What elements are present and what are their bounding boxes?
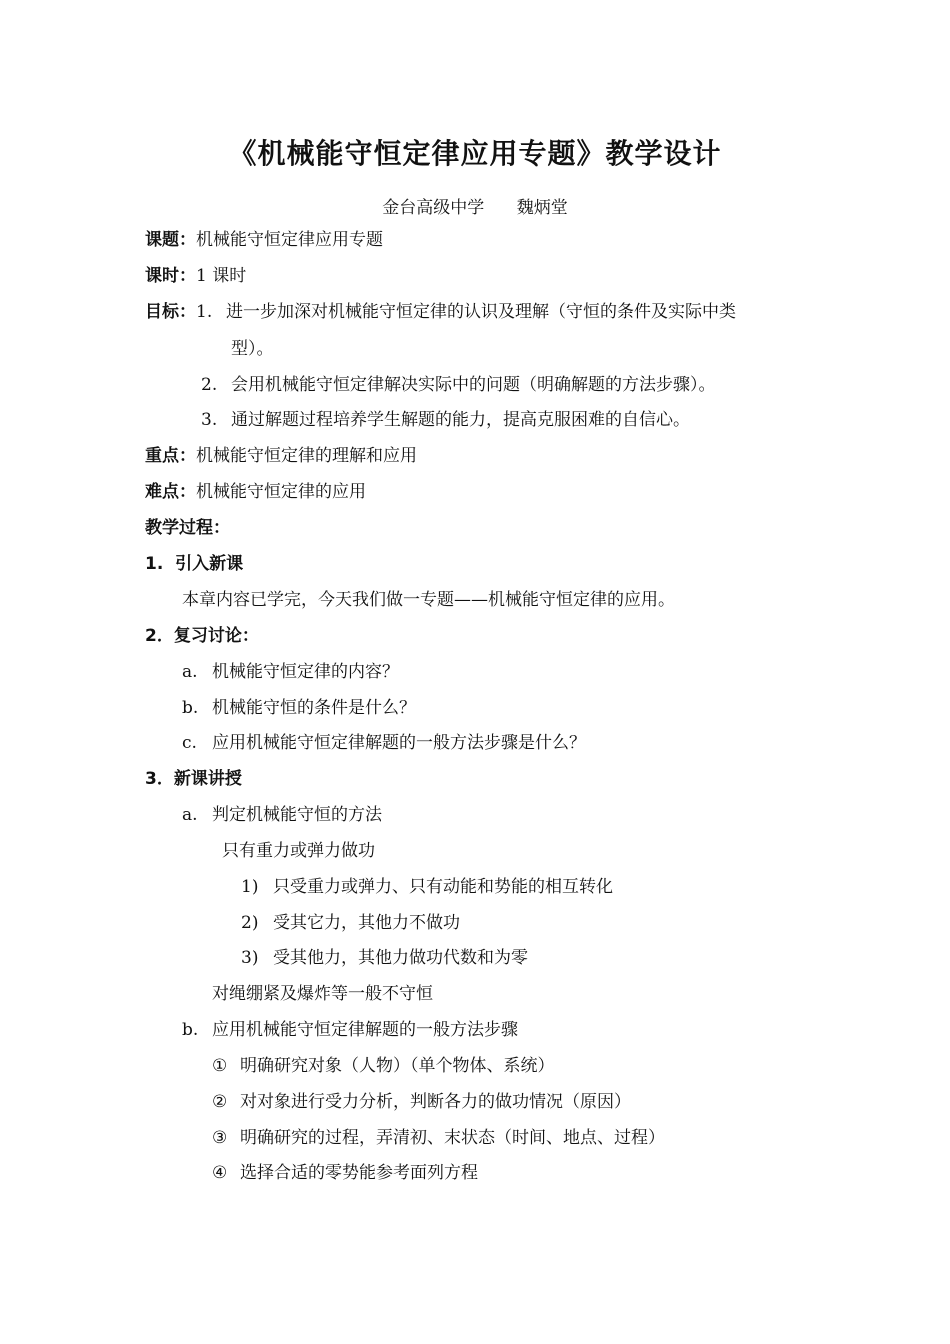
key-point-label: 重点： — [145, 446, 196, 466]
difficulty-label: 难点： — [145, 482, 196, 502]
condition-number: 2) — [241, 913, 259, 933]
item-text: 机械能守恒定律的内容？ — [212, 662, 399, 682]
step-text: 对对象进行受力分析，判断各力的做功情况（原因） — [240, 1092, 631, 1112]
part-text: 应用机械能守恒定律解题的一般方法步骤 — [212, 1020, 518, 1040]
section1-heading: 1. 引入新课 — [145, 554, 244, 574]
part-b-heading — [182, 1018, 518, 1042]
goal-number: 2. — [201, 375, 218, 395]
step-text: 明确研究的过程，弄清初、末状态（时间、地点、过程） — [240, 1128, 665, 1148]
step-text: 选择合适的零势能参考面列方程 — [240, 1163, 478, 1183]
item-text: 应用机械能守恒定律解题的一般方法步骤是什么？ — [212, 733, 586, 753]
condition-text: 只受重力或弹力、只有动能和势能的相互转化 — [273, 877, 613, 897]
condition-text: 受其它力，其他力不做功 — [273, 913, 460, 933]
goal-text: 会用机械能守恒定律解决实际中的问题（明确解题的方法步骤）。 — [231, 375, 716, 395]
condition-item — [241, 911, 460, 935]
section3-heading: 3．新课讲授 — [145, 769, 242, 789]
condition-item — [241, 875, 613, 899]
topic-value: 机械能守恒定律应用专题 — [196, 230, 383, 250]
goal-line-3 — [201, 408, 690, 432]
hours-label: 课时： — [145, 266, 196, 286]
goal-text: 进一步加深对机械能守恒定律的认识及理解（守恒的条件及实际中类 — [226, 302, 736, 322]
step-item — [212, 1161, 478, 1185]
condition-number: 3) — [241, 948, 259, 968]
step-number: ② — [212, 1092, 228, 1112]
goal-number: 1. — [196, 302, 213, 322]
difficulty-value: 机械能守恒定律的应用 — [196, 482, 366, 502]
topic-label: 课题： — [145, 230, 196, 250]
hours-value: 1 课时 — [196, 266, 247, 286]
goals-label: 目标： — [145, 302, 196, 322]
item-letter: b. — [182, 698, 199, 718]
goal-text: 通过解题过程培养学生解题的能力，提高克服困难的自信心。 — [231, 410, 690, 430]
step-number: ③ — [212, 1128, 228, 1148]
difficulty-line — [145, 480, 366, 504]
section1-text: 本章内容已学完，今天我们做一专题——机械能守恒定律的应用。 — [182, 590, 675, 610]
goal-number: 3. — [201, 410, 218, 430]
step-number: ④ — [212, 1163, 228, 1183]
goal-line-1 — [145, 300, 736, 324]
step-text: 明确研究对象（人物）（单个物体、系统） — [240, 1056, 555, 1076]
review-item — [182, 731, 586, 755]
topic-line — [145, 228, 383, 252]
page-title: 《机械能守恒定律应用专题》教学设计 — [228, 137, 722, 170]
part-a-sub: 只有重力或弹力做功 — [222, 841, 375, 861]
review-item — [182, 660, 399, 684]
step-item — [212, 1126, 665, 1150]
part-letter: a. — [182, 805, 198, 825]
part-letter: b. — [182, 1020, 199, 1040]
section2-heading: 2．复习讨论： — [145, 626, 259, 646]
step-item — [212, 1090, 631, 1114]
step-item — [212, 1054, 555, 1078]
condition-text: 受其他力，其他力做功代数和为零 — [273, 948, 528, 968]
item-text: 机械能守恒的条件是什么？ — [212, 698, 416, 718]
goal-line-2 — [201, 373, 716, 397]
step-number: ① — [212, 1056, 228, 1076]
condition-number: 1) — [241, 877, 259, 897]
part-a-note: 对绳绷紧及爆炸等一般不守恒 — [212, 984, 433, 1004]
item-letter: c. — [182, 733, 197, 753]
part-a-heading — [182, 803, 382, 827]
key-point-line — [145, 444, 417, 468]
process-label: 教学过程： — [145, 518, 230, 538]
item-letter: a. — [182, 662, 198, 682]
hours-line — [145, 264, 246, 288]
part-text: 判定机械能守恒的方法 — [212, 805, 382, 825]
review-item — [182, 696, 416, 720]
author-line: 金台高级中学 魏炳堂 — [382, 198, 568, 218]
goal-line-1-cont: 型）。 — [231, 339, 274, 359]
key-point-value: 机械能守恒定律的理解和应用 — [196, 446, 417, 466]
condition-item — [241, 946, 528, 970]
